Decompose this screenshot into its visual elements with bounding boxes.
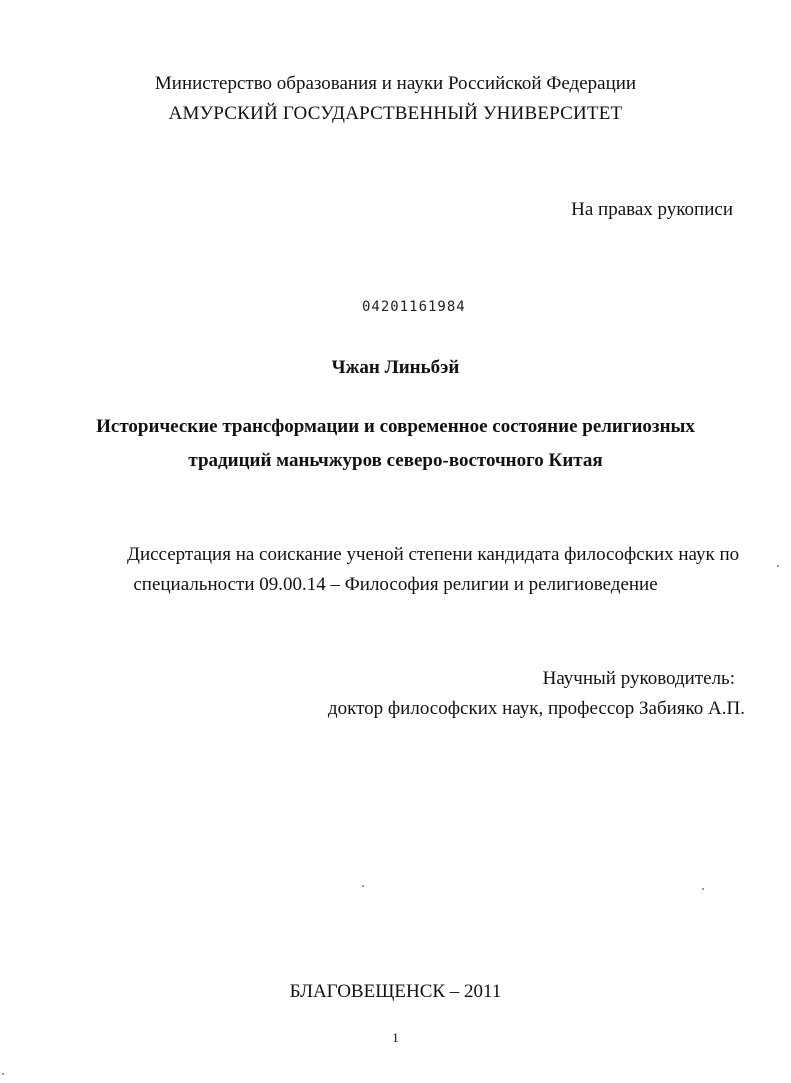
ministry-heading: Министерство образования и науки Российской Федерации <box>154 73 637 94</box>
supervisor-label: Научный руководитель: <box>542 668 735 689</box>
dissertation-title-line-2: традиций маньчжуров северо-восточного Китая <box>188 450 603 471</box>
catalog-number: 04201161984 <box>362 299 466 315</box>
scan-speck <box>777 565 779 567</box>
degree-statement-line-1: Диссертация на соискание ученой степени кандидата философских наук по <box>127 544 740 565</box>
scan-speck <box>2 1073 4 1075</box>
rights-notice: На правах рукописи <box>571 199 733 220</box>
dissertation-title-line-1: Исторические трансформации и современное состояние религиозных <box>96 416 695 437</box>
degree-statement-line-2: специальности 09.00.14 – Философия религии и религиоведение <box>133 574 658 595</box>
author-name: Чжан Линьбэй <box>331 357 460 378</box>
scan-speck <box>702 888 704 890</box>
university-heading: АМУРСКИЙ ГОСУДАРСТВЕННЫЙ УНИВЕРСИТЕТ <box>168 103 623 124</box>
city-year: БЛАГОВЕЩЕНСК – 2011 <box>289 981 502 1002</box>
scan-speck <box>362 885 364 887</box>
supervisor-name: доктор философских наук, профессор Забияко А.П. <box>327 698 745 719</box>
page-number: 1 <box>392 1030 399 1045</box>
